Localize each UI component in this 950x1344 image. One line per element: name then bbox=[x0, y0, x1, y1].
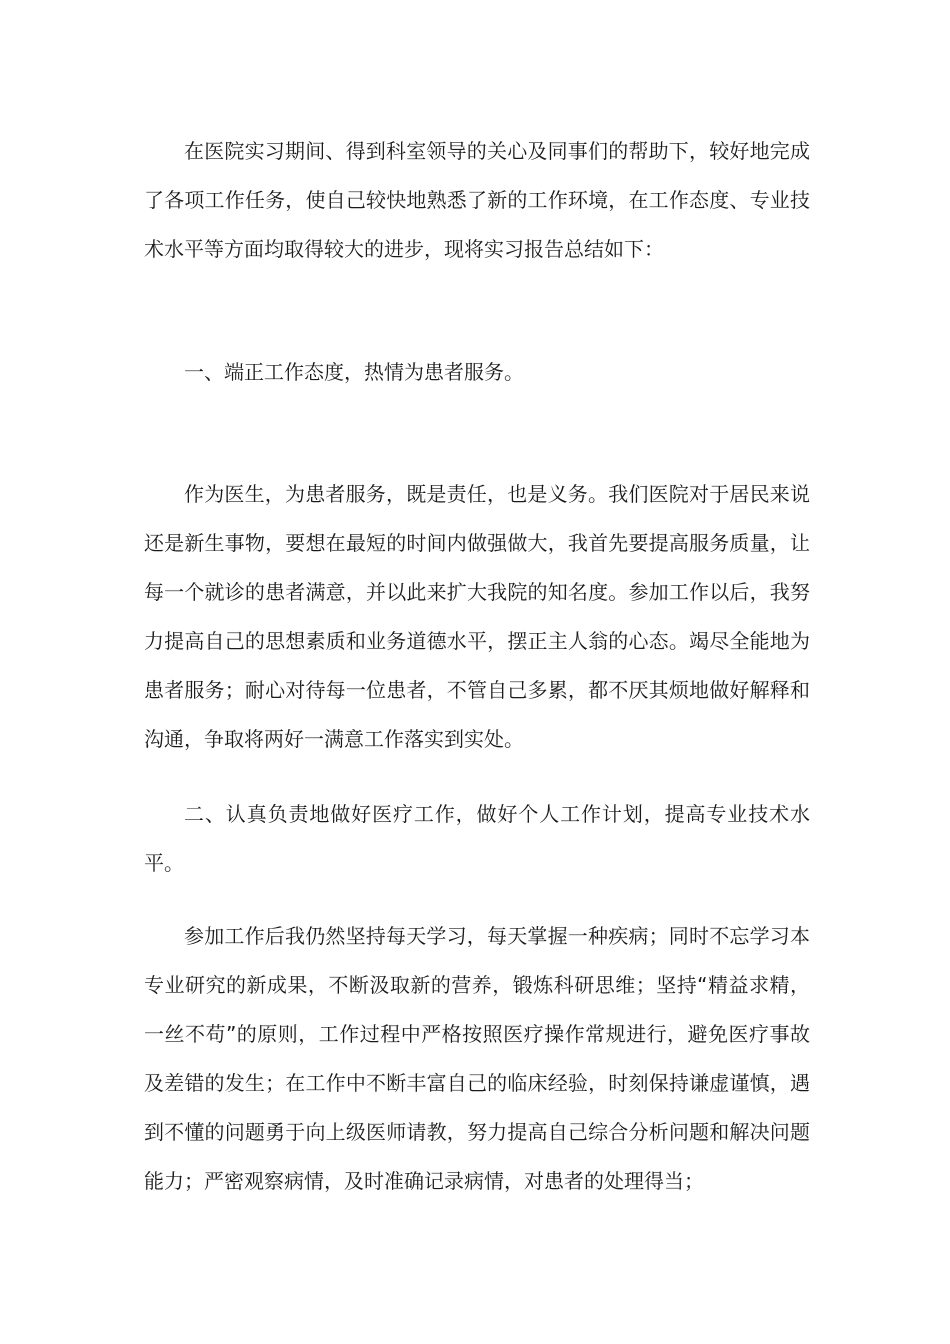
section-heading-1: 一、端正工作态度，热情为患者服务。 bbox=[184, 360, 524, 384]
section-body-2: 参加工作后我仍然坚持每天学习，每天掌握一种疾病；同时不忘学习本专业研究的新成果，不断汲取新的营养，锻炼科研思维；坚持“精益求精，一丝不苟”的原则，工作过程中严格按照医疗操作常规进行，避免医疗事故及差错的发生；在工作中不断丰富自己的临床经验，时刻保持谦虚谨慎，遇到不懂的问题勇于向上级医师请教，努力提高自己综合分析问题和解决问题能力；严密观察病情，及时准确记录病情，对患者的处理得当； bbox=[144, 924, 810, 1193]
intro-paragraph: 在医院实习期间、得到科室领导的关心及同事们的帮助下，较好地完成了各项工作任务，使自己较快地熟悉了新的工作环境，在工作态度、专业技术水平等方面均取得较大的进步，现将实习报告总结如下： bbox=[144, 139, 810, 261]
section-body-1: 作为医生，为患者服务，既是责任，也是义务。我们医院对于居民来说还是新生事物，要想在最短的时间内做强做大，我首先要提高服务质量，让每一个就诊的患者满意，并以此来扩大我院的知名度。参加工作以后，我努力提高自己的思想素质和业务道德水平，摆正主人翁的心态。竭尽全能地为患者服务；耐心对待每一位患者，不管自己多累，都不厌其烦地做好解释和沟通，争取将两好一满意工作落实到实处。 bbox=[144, 482, 810, 751]
section-heading-2: 二、认真负责地做好医疗工作，做好个人工作计划，提高专业技术水平。 bbox=[144, 802, 810, 875]
